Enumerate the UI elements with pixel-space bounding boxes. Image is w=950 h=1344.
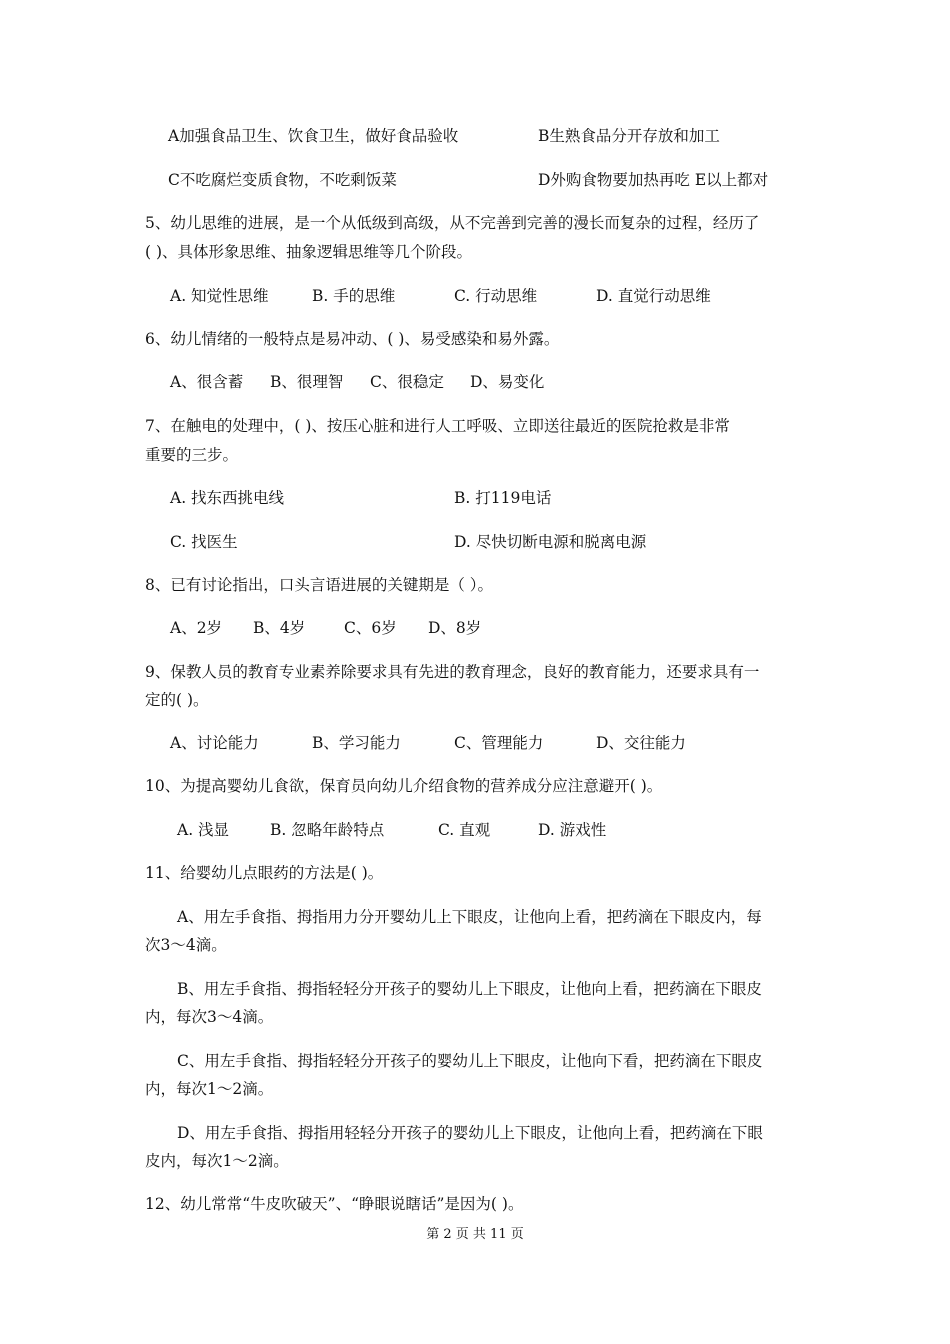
q7-option-d: D. 尽快切断电源和脱离电源 [454,533,647,551]
q9-stem-line2: 定的( )。 [145,691,209,709]
q11-option-c-line2: 内，每次1～2滴。 [145,1080,274,1098]
q5-option-c: C. 行动思维 [454,287,538,305]
q11-option-a-line2: 次3～4滴。 [145,936,227,954]
q7-stem-line2: 重要的三步。 [145,446,239,464]
q6-option-d: D、易变化 [470,373,545,391]
q11-option-d-line1: D、用左手食指、拇指用轻轻分开孩子的婴幼儿上下眼皮，让他向上看，把药滴在下眼 [177,1124,763,1142]
q7-option-c: C. 找医生 [170,533,238,551]
q4-option-d: D外购食物要加热再吃 E以上都对 [538,171,769,189]
q11-option-b-line1: B、用左手食指、拇指轻轻分开孩子的婴幼儿上下眼皮，让他向上看，把药滴在下眼皮 [177,980,762,998]
q6-option-a: A、很含蓄 [170,373,244,391]
q10-stem: 10、为提高婴幼儿食欲，保育员向幼儿介绍食物的营养成分应注意避开( )。 [145,777,663,795]
q8-option-a: A、2岁 [170,619,223,637]
q10-option-d: D. 游戏性 [538,821,607,839]
q11-option-a-line1: A、用左手食指、拇指用力分开婴幼儿上下眼皮，让他向上看，把药滴在下眼皮内，每 [177,908,762,926]
q8-option-d: D、8岁 [428,619,482,637]
q7-option-a: A. 找东西挑电线 [170,489,285,507]
q5-option-a: A. 知觉性思维 [170,287,269,305]
q12-stem: 12、幼儿常常“牛皮吹破天”、“睁眼说瞎话”是因为( )。 [145,1195,524,1213]
q4-option-b: B生熟食品分开存放和加工 [538,127,720,145]
q10-option-a: A. 浅显 [177,821,230,839]
q10-option-b: B. 忽略年龄特点 [270,821,385,839]
q11-option-b-line2: 内，每次3～4滴。 [145,1008,274,1026]
q4-option-a: A加强食品卫生、饮食卫生，做好食品验收 [168,127,459,145]
q5-stem-line2: ( )、具体形象思维、抽象逻辑思维等几个阶段。 [145,243,473,261]
q7-stem-line1: 7、在触电的处理中，( )、按压心脏和进行人工呼吸、立即送往最近的医院抢救是非常 [145,417,730,435]
q8-stem: 8、已有讨论指出，口头言语进展的关键期是（ ）。 [145,576,494,594]
q11-stem: 11、给婴幼儿点眼药的方法是( )。 [145,864,384,882]
q8-option-c: C、6岁 [344,619,397,637]
q9-option-c: C、管理能力 [454,734,544,752]
page-footer: 第 2 页 共 11 页 [426,1227,524,1242]
q9-option-a: A、讨论能力 [170,734,259,752]
q7-option-b: B. 打119电话 [454,489,552,507]
q9-option-b: B、学习能力 [312,734,401,752]
q9-option-d: D、交往能力 [596,734,686,752]
q5-option-d: D. 直觉行动思维 [596,287,711,305]
q11-option-c-line1: C、用左手食指、拇指轻轻分开孩子的婴幼儿上下眼皮，让他向下看，把药滴在下眼皮 [177,1052,763,1070]
q6-option-b: B、很理智 [270,373,344,391]
q5-option-b: B. 手的思维 [312,287,396,305]
q9-stem-line1: 9、保教人员的教育专业素养除要求具有先进的教育理念，良好的教育能力，还要求具有一 [145,663,760,681]
q11-option-d-line2: 皮内，每次1～2滴。 [145,1152,289,1170]
q5-stem-line1: 5、幼儿思维的进展，是一个从低级到高级，从不完善到完善的漫长而复杂的过程，经历了 [145,214,760,232]
q6-stem: 6、幼儿情绪的一般特点是易冲动、( )、易受感染和易外露。 [145,330,560,348]
q6-option-c: C、很稳定 [370,373,444,391]
q8-option-b: B、4岁 [253,619,306,637]
q4-option-c: C不吃腐烂变质食物，不吃剩饭菜 [168,171,397,189]
q10-option-c: C. 直观 [438,821,491,839]
